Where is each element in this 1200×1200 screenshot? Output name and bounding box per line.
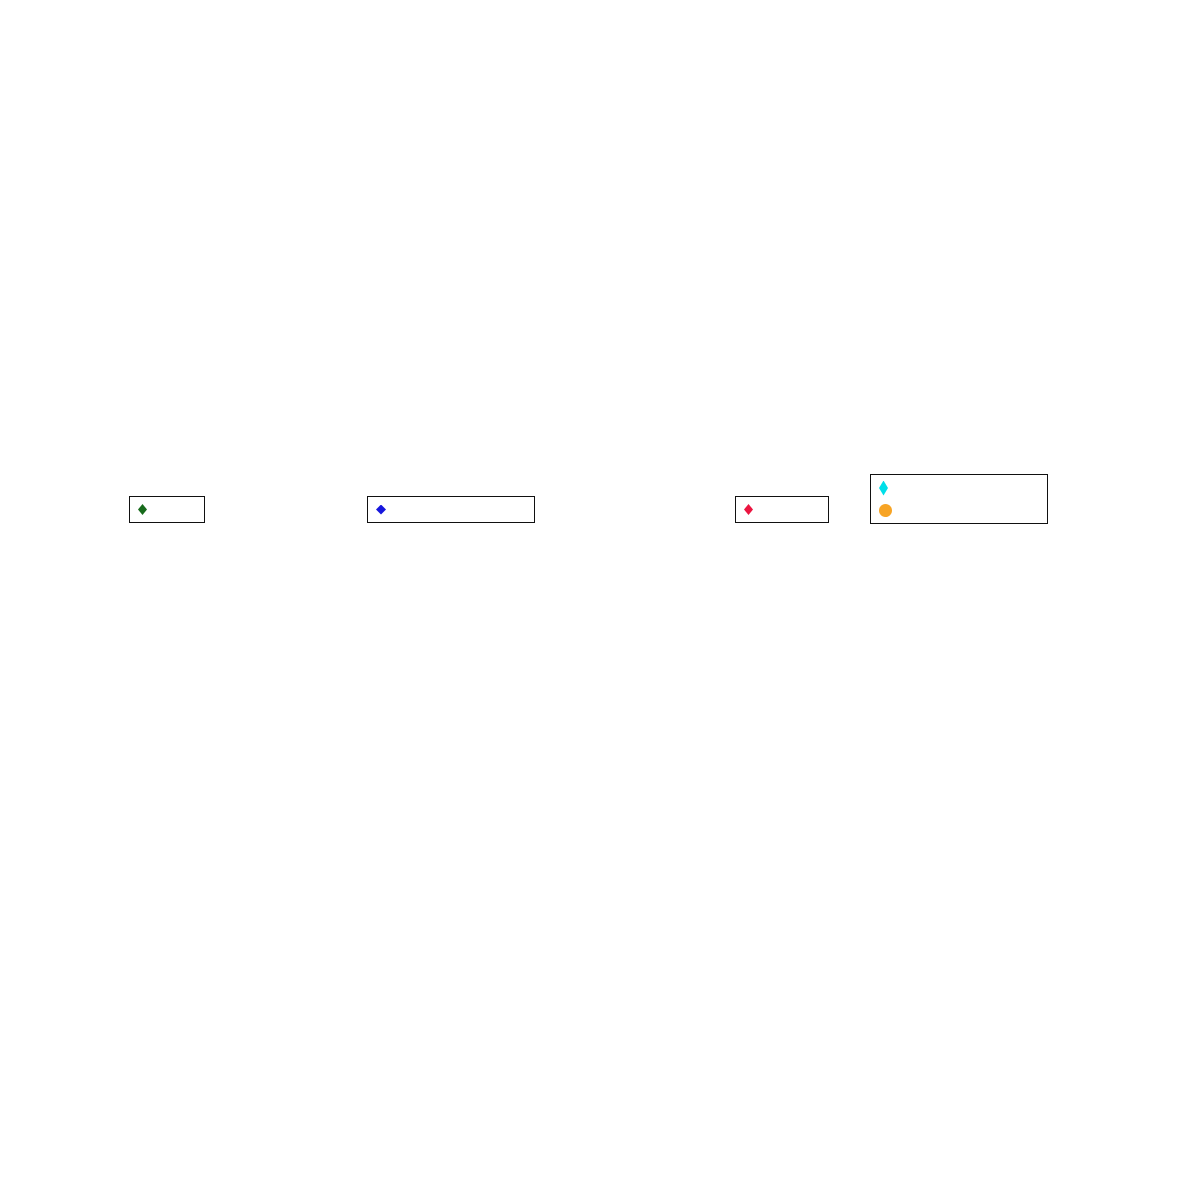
- diamond-icon: [376, 505, 386, 515]
- legend-row-position-fix: [879, 479, 897, 497]
- legend-surface: [870, 474, 1048, 524]
- phase-header-drift: [360, 84, 600, 108]
- legend-ascent-points: [735, 496, 829, 523]
- legend-drift-observations: [367, 496, 535, 523]
- phase-header-ascent: [600, 84, 841, 108]
- legend-row-transmit: [879, 501, 901, 519]
- diamond-icon: [138, 504, 147, 515]
- legend-descent-points: [129, 496, 205, 523]
- diamond-icon: [879, 481, 888, 496]
- bottom-y-axis-label: [28, 779, 52, 1019]
- surface-duration-band: [841, 120, 1078, 156]
- drift-duration-band: [360, 120, 600, 156]
- phase-header-descent: [120, 84, 360, 108]
- top-y-axis-label: [30, 220, 54, 440]
- descent-duration-band: [120, 120, 360, 156]
- diamond-icon: [744, 504, 753, 515]
- phase-header-surface: [841, 84, 1078, 108]
- circle-icon: [879, 504, 892, 517]
- ascent-duration-band: [600, 120, 841, 156]
